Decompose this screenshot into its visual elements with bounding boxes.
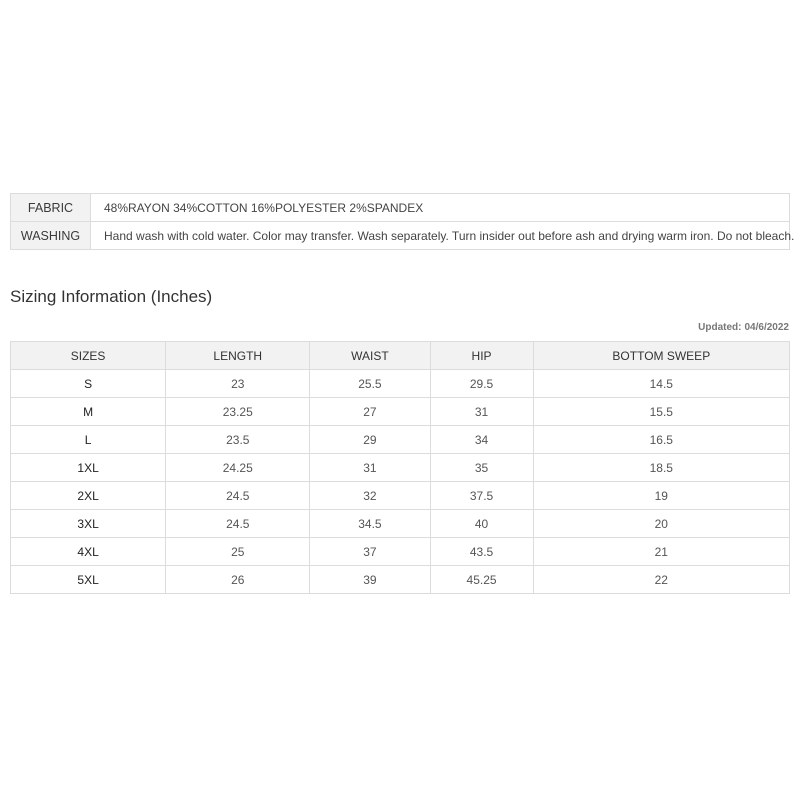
updated-date: 04/6/2022 xyxy=(744,322,789,333)
sizing-header-row xyxy=(11,342,790,370)
header-waist: WAIST xyxy=(310,342,430,370)
length-cell: 23.25 xyxy=(166,398,310,426)
size-cell: S xyxy=(11,370,166,398)
bottom-sweep-cell: 22 xyxy=(533,566,789,594)
waist-cell: 29 xyxy=(310,426,430,454)
fabric-row xyxy=(11,194,790,222)
length-cell: 24.25 xyxy=(166,454,310,482)
table-row xyxy=(11,538,790,566)
hip-cell: 45.25 xyxy=(430,566,533,594)
washing-label: WASHING xyxy=(11,222,91,250)
bottom-sweep-cell: 19 xyxy=(533,482,789,510)
waist-cell: 32 xyxy=(310,482,430,510)
header-bottom-sweep: BOTTOM SWEEP xyxy=(533,342,789,370)
length-cell: 26 xyxy=(166,566,310,594)
washing-value: Hand wash with cold water. Color may transfer. Wash separately. Turn insider out before ash and drying warm iron. Do not bleach. xyxy=(91,222,790,250)
fabric-value: 48%RAYON 34%COTTON 16%POLYESTER 2%SPANDEX xyxy=(91,194,790,222)
table-row xyxy=(11,370,790,398)
waist-cell: 25.5 xyxy=(310,370,430,398)
bottom-sweep-cell: 18.5 xyxy=(533,454,789,482)
header-length: LENGTH xyxy=(166,342,310,370)
table-row xyxy=(11,426,790,454)
washing-row xyxy=(11,222,790,250)
fabric-label: FABRIC xyxy=(11,194,91,222)
length-cell: 24.5 xyxy=(166,482,310,510)
waist-cell: 37 xyxy=(310,538,430,566)
hip-cell: 29.5 xyxy=(430,370,533,398)
bottom-sweep-cell: 20 xyxy=(533,510,789,538)
size-cell: L xyxy=(11,426,166,454)
fabric-care-table xyxy=(10,193,795,250)
header-hip: HIP xyxy=(430,342,533,370)
updated-note xyxy=(698,322,789,333)
length-cell: 23.5 xyxy=(166,426,310,454)
table-row xyxy=(11,398,790,426)
hip-cell: 40 xyxy=(430,510,533,538)
sizing-title: Sizing Information (Inches) xyxy=(10,287,213,306)
waist-cell: 34.5 xyxy=(310,510,430,538)
hip-cell: 43.5 xyxy=(430,538,533,566)
waist-cell: 39 xyxy=(310,566,430,594)
bottom-sweep-cell: 14.5 xyxy=(533,370,789,398)
table-row xyxy=(11,510,790,538)
table-row xyxy=(11,566,790,594)
waist-cell: 31 xyxy=(310,454,430,482)
length-cell: 25 xyxy=(166,538,310,566)
bottom-sweep-cell: 21 xyxy=(533,538,789,566)
size-cell: 1XL xyxy=(11,454,166,482)
size-cell: 2XL xyxy=(11,482,166,510)
waist-cell: 27 xyxy=(310,398,430,426)
hip-cell: 37.5 xyxy=(430,482,533,510)
table-row xyxy=(11,454,790,482)
length-cell: 24.5 xyxy=(166,510,310,538)
sizing-table xyxy=(10,341,790,594)
hip-cell: 31 xyxy=(430,398,533,426)
hip-cell: 35 xyxy=(430,454,533,482)
bottom-sweep-cell: 15.5 xyxy=(533,398,789,426)
size-cell: 4XL xyxy=(11,538,166,566)
updated-label: Updated: xyxy=(698,322,742,333)
size-cell: 3XL xyxy=(11,510,166,538)
bottom-sweep-cell: 16.5 xyxy=(533,426,789,454)
hip-cell: 34 xyxy=(430,426,533,454)
size-cell: M xyxy=(11,398,166,426)
length-cell: 23 xyxy=(166,370,310,398)
size-cell: 5XL xyxy=(11,566,166,594)
header-sizes: SIZES xyxy=(11,342,166,370)
table-row xyxy=(11,482,790,510)
